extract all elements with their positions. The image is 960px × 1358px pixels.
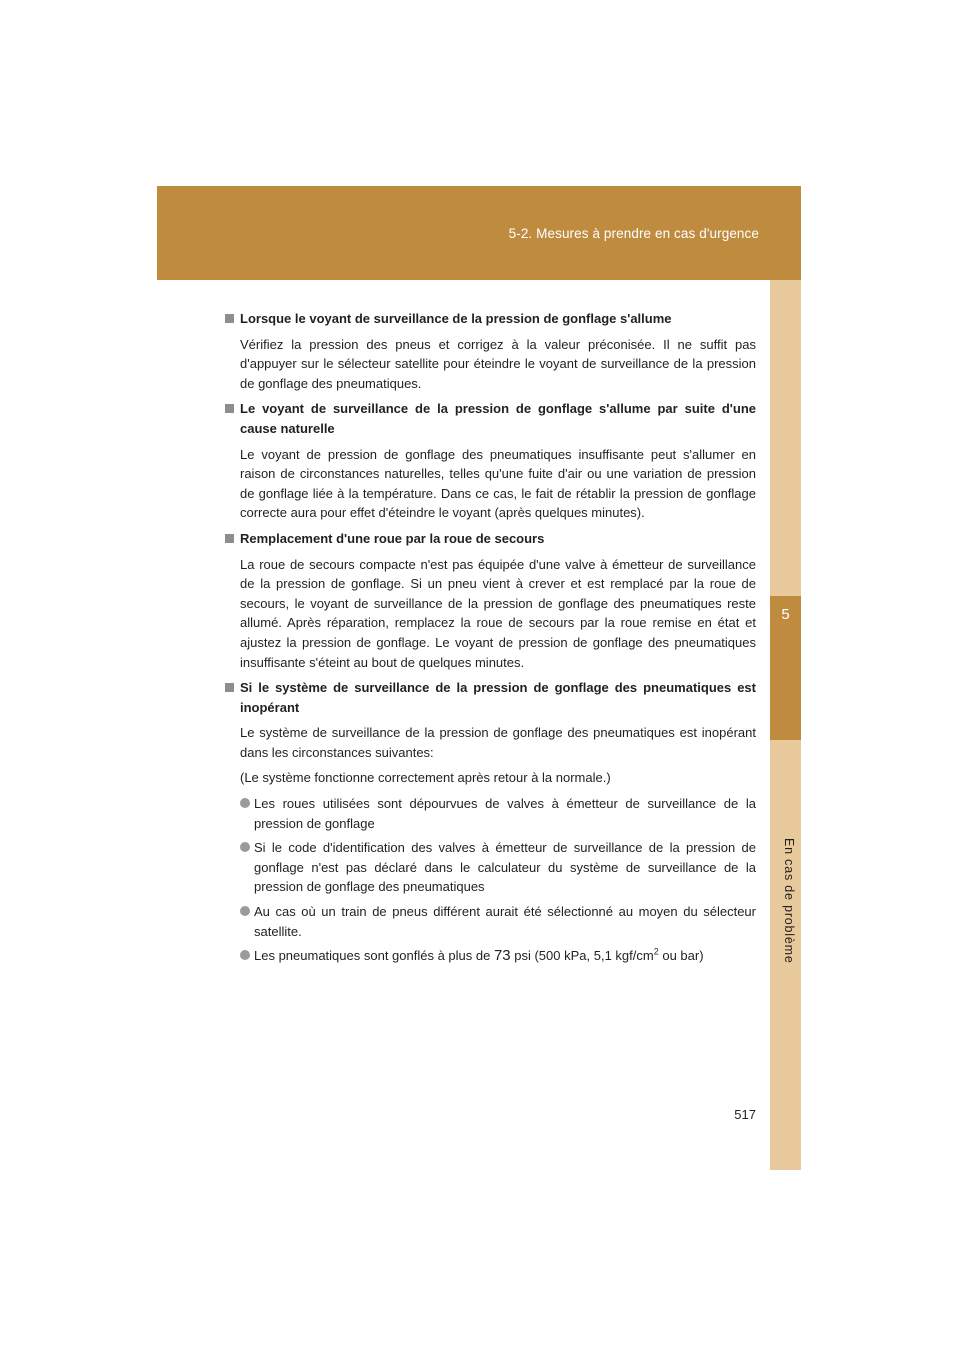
paragraph: Vérifiez la pression des pneus et corrigez à la valeur préconisée. Il ne suffit pas d'appuyer sur le sélecteur satellite pour éteindre le voyant de surveillance de la pression de gonflage des pneumatiques. [240, 336, 756, 391]
section-heading: Si le système de surveillance de la pression de gonflage des pneumatiques est inopérant [224, 678, 756, 717]
round-bullet-icon [240, 906, 250, 916]
list-item: Si le code d'identification des valves à émetteur de surveillance de la pression de gonflage n'est pas déclaré dans le calculateur du système de surveillance de la pression de gonflage des pneumatiques [240, 838, 756, 897]
section-warning-light [224, 309, 756, 393]
superscript: 2 [653, 946, 659, 957]
section-heading: Lorsque le voyant de surveillance de la pression de gonflage s'allume [224, 309, 756, 329]
round-bullet-icon [240, 950, 250, 960]
bullet-list [224, 794, 756, 966]
page-number: 517 [734, 1107, 756, 1122]
section-heading: Le voyant de surveillance de la pression de gonflage s'allume par suite d'une cause naturelle [224, 399, 756, 438]
section-title: 5-2. Mesures à prendre en cas d'urgence [508, 226, 759, 241]
paragraph: Le système de surveillance de la pression de gonflage des pneumatiques est inopérant dans les circonstances suivantes: [240, 725, 756, 760]
chapter-tab [770, 596, 801, 740]
square-bullet-icon [225, 683, 234, 692]
paragraph: (Le système fonctionne correctement après retour à la normale.) [240, 770, 611, 786]
chapter-number: 5 [781, 606, 790, 623]
paragraph: La roue de secours compacte n'est pas équipée d'une valve à émetteur de surveillance de la pression de gonflage. Si un pneu vient à crever et est remplacé par la roue de secours, le voyant de surveillance de la pression de gonflage des pneumatiques reste allumé. Après réparation, remplacez la roue de secours par la roue remise en état et ajustez la pression de gonflage. Le voyant de pression de gonflage des pneumatiques insuffisante s'éteint au bout de quelques minutes. [240, 556, 756, 670]
chapter-label: En cas de problème [782, 838, 796, 964]
square-bullet-icon [225, 404, 234, 413]
pressure-value: 73 [493, 947, 511, 965]
chapter-header-band [157, 186, 801, 280]
section-natural-cause [224, 399, 756, 523]
list-item: Les roues utilisées sont dépourvues de valves à émetteur de surveillance de la pression de gonflage [240, 794, 756, 833]
section-heading: Remplacement d'une roue par la roue de secours [224, 529, 756, 549]
square-bullet-icon [225, 314, 234, 323]
list-item: Les pneumatiques sont gonflés à plus de 73 psi (500 kPa, 5,1 kgf/$cm^2$ ou bar) [240, 946, 756, 966]
section-system-inoperative [224, 678, 756, 966]
round-bullet-icon [240, 842, 250, 852]
page-content [224, 309, 756, 972]
list-item: Au cas où un train de pneus différent aurait été sélectionné au moyen du sélecteur satellite. [240, 902, 756, 941]
section-spare-wheel [224, 529, 756, 672]
square-bullet-icon [225, 534, 234, 543]
round-bullet-icon [240, 798, 250, 808]
paragraph: Le voyant de pression de gonflage des pneumatiques insuffisante peut s'allumer en raison de circonstances naturelles, telles qu'une fuite d'air ou une variation de pression de gonflage liée à la température. Dans ce cas, le fait de rétablir la pression de gonflage correcte aura pour effet d'éteindre le voyant (après quelques minutes). [240, 446, 756, 521]
